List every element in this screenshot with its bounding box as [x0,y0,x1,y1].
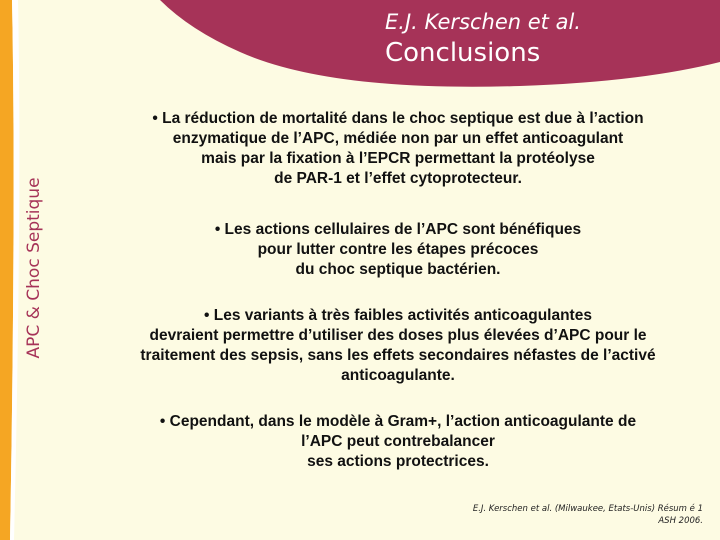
reference-line: ASH 2006. [658,516,703,526]
bullet-line: du choc septique bactérien. [295,261,501,278]
bullet-line: • Cependant, dans le modèle à Gram+, l’action anticoagulante de [159,413,637,430]
sidebar-label: APC & Choc Septique [24,177,44,359]
bullet-line: • Les variants à très faibles activités anticoagulantes [204,307,592,324]
bullet-line: de PAR-1 et l’effet cytoprotecteur. [274,170,522,187]
bullet-cellular-actions [90,220,706,280]
bullet-line: l’APC peut contrebalancer [301,433,495,450]
reference-citation [473,503,703,527]
bullet-low-anticoagulant-variants [90,306,706,386]
bullet-line: ses actions protectrices. [307,453,489,470]
bullet-gram-positive-model [90,412,706,472]
bullet-line: mais par la fixation à l’EPCR permettant la protéolyse [201,150,595,167]
authors-heading: E.J. Kerschen et al. [385,10,581,34]
bullet-line: traitement des sepsis, sans les effets secondaires néfastes de l’activé [140,347,656,364]
bullet-line: • La réduction de mortalité dans le choc septique est due à l’action [152,110,644,127]
bullet-line: enzymatique de l’APC, médiée non par un effet anticoagulant [172,130,624,147]
bullet-line: devraient permettre d’utiliser des doses plus élevées d’APC pour le [149,327,647,344]
bullet-line: • Les actions cellulaires de l’APC sont bénéfiques [214,221,582,238]
bullet-line: anticoagulante. [341,367,455,384]
bullet-mortality-reduction [90,109,706,189]
bullet-line: pour lutter contre les étapes précoces [257,241,539,258]
reference-line: E.J. Kerschen et al. (Milwaukee, Etats-Unis) Résum é 1 [472,504,703,514]
page-title: Conclusions [385,38,541,68]
